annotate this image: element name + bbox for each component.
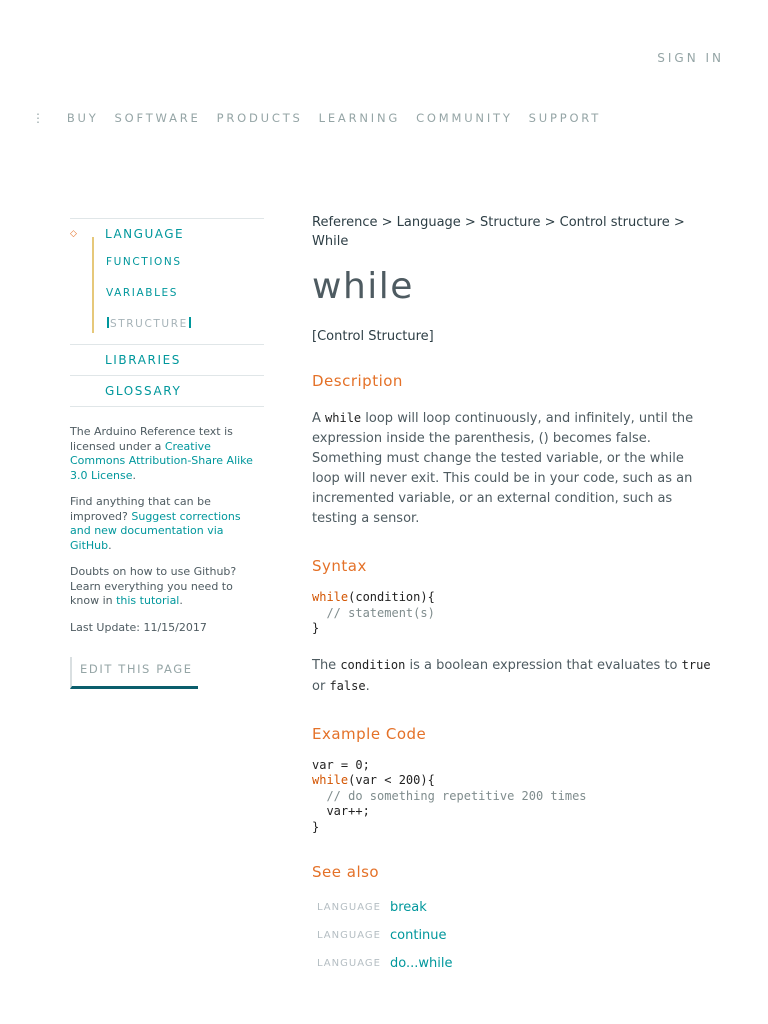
diamond-bullet-icon: ◇	[70, 229, 77, 239]
breadcrumb-reference[interactable]: Reference	[312, 215, 378, 230]
see-also-tag: LANGUAGE	[317, 901, 381, 913]
improve-text: Find anything that can be improved?	[70, 495, 211, 523]
sidebar-item-functions[interactable]: FUNCTIONS	[106, 256, 182, 268]
nav-software[interactable]: SOFTWARE	[114, 111, 201, 125]
nav-buy[interactable]: BUY	[66, 111, 99, 125]
example-heading: Example Code	[312, 724, 427, 743]
main-content	[312, 214, 712, 977]
code-line: var++;	[312, 804, 370, 818]
doubts-note	[70, 565, 264, 609]
see-also-link-do-while[interactable]: do...while	[390, 955, 453, 971]
divider	[70, 406, 264, 407]
code-comment: // statement(s)	[312, 605, 435, 620]
example-code-block	[312, 758, 712, 836]
nav-learning[interactable]: LEARNING	[318, 111, 401, 125]
section-line	[92, 237, 94, 333]
breadcrumb-structure[interactable]: Structure	[479, 215, 541, 230]
tutorial-link[interactable]: this tutorial	[116, 594, 180, 607]
see-also-heading: See also	[312, 863, 380, 881]
syntax-heading: Syntax	[312, 557, 367, 575]
sidebar	[70, 218, 264, 689]
syntax-code-block	[312, 590, 712, 637]
sidebar-item-structure[interactable]	[106, 309, 264, 340]
breadcrumb-language[interactable]: Language	[396, 215, 461, 230]
code-comment: // do something repetitive 200 times	[312, 788, 587, 803]
last-update: Last Update: 11/15/2017	[70, 620, 207, 634]
doubts-end: .	[179, 594, 183, 607]
nav-community[interactable]: COMMUNITY	[416, 111, 513, 125]
desc-part: loop will loop continuously, and infinitely, until the expression inside the parenthesis, () becomes false. Something must change the tested variable, or the while loop will never exit. This could be in your code, such as an incremented variable, or an external condition, such as testing a sensor.	[312, 411, 694, 526]
list-item	[312, 893, 712, 921]
code-line: }	[312, 819, 320, 834]
cond-part: .	[365, 678, 370, 694]
see-also-tag: LANGUAGE	[317, 929, 381, 941]
breadcrumb: Reference > Language > Structure > Control structure > While	[312, 215, 685, 249]
top-navigation	[32, 111, 617, 125]
see-also-link-continue[interactable]: continue	[390, 927, 447, 943]
inline-code: condition	[340, 657, 406, 672]
sidebar-item-libraries[interactable]: LIBRARIES	[105, 353, 181, 367]
inline-code: while	[325, 411, 362, 425]
license-text: The Arduino Reference text is licensed under a	[70, 425, 233, 453]
nav-support[interactable]: SUPPORT	[528, 111, 602, 125]
sidebar-item-language[interactable]: LANGUAGE	[105, 227, 185, 241]
active-marker	[107, 317, 109, 328]
code-keyword: while	[312, 773, 349, 787]
nav-products[interactable]: PRODUCTS	[216, 111, 303, 125]
see-also-link-break[interactable]: break	[390, 899, 427, 915]
description-text	[312, 408, 712, 529]
sidebar-item-variables[interactable]: VARIABLES	[106, 287, 179, 299]
language-section	[70, 219, 264, 344]
inline-code: true	[681, 657, 711, 672]
license-note	[70, 425, 264, 483]
see-also-list	[312, 893, 712, 977]
condition-text	[312, 655, 712, 697]
sidebar-item-structure-label: STRUCTURE	[110, 318, 188, 330]
code-keyword: while	[312, 590, 349, 604]
sign-in-link[interactable]: SIGN IN	[657, 51, 724, 65]
cond-part: is a boolean expression that evaluates to	[405, 657, 682, 673]
improve-note	[70, 495, 264, 553]
page-subtitle: [Control Structure]	[312, 329, 434, 344]
active-marker	[189, 317, 191, 328]
sidebar-item-glossary[interactable]: GLOSSARY	[105, 384, 182, 398]
desc-part: A	[312, 411, 326, 426]
cond-part: or	[312, 678, 330, 694]
see-also-tag: LANGUAGE	[317, 957, 381, 969]
code-line: (var < 200){	[348, 773, 435, 787]
doubts-text: Doubts on how to use Github? Learn everything you need to know in	[70, 565, 237, 607]
license-end: .	[132, 468, 136, 482]
inline-code: false	[329, 678, 366, 693]
cond-part: The	[312, 657, 341, 673]
menu-icon[interactable]: ⋮	[32, 111, 47, 125]
improve-end: .	[108, 538, 112, 552]
license-link[interactable]: Creative Commons Attribution-Share Alike 3.0 License	[70, 439, 253, 482]
description-heading: Description	[312, 372, 403, 390]
breadcrumb-control-structure[interactable]: Control structure	[559, 215, 670, 230]
code-line: (condition){	[348, 590, 435, 604]
edit-page-button[interactable]: EDIT THIS PAGE	[70, 657, 198, 689]
breadcrumb-while[interactable]: While	[312, 233, 349, 249]
list-item	[312, 949, 712, 977]
code-line: }	[312, 621, 320, 635]
code-line: var = 0;	[312, 757, 370, 772]
page-title: while	[312, 266, 414, 307]
suggest-corrections-link[interactable]: Suggest corrections and new documentation via GitHub	[70, 509, 241, 552]
list-item	[312, 921, 712, 949]
